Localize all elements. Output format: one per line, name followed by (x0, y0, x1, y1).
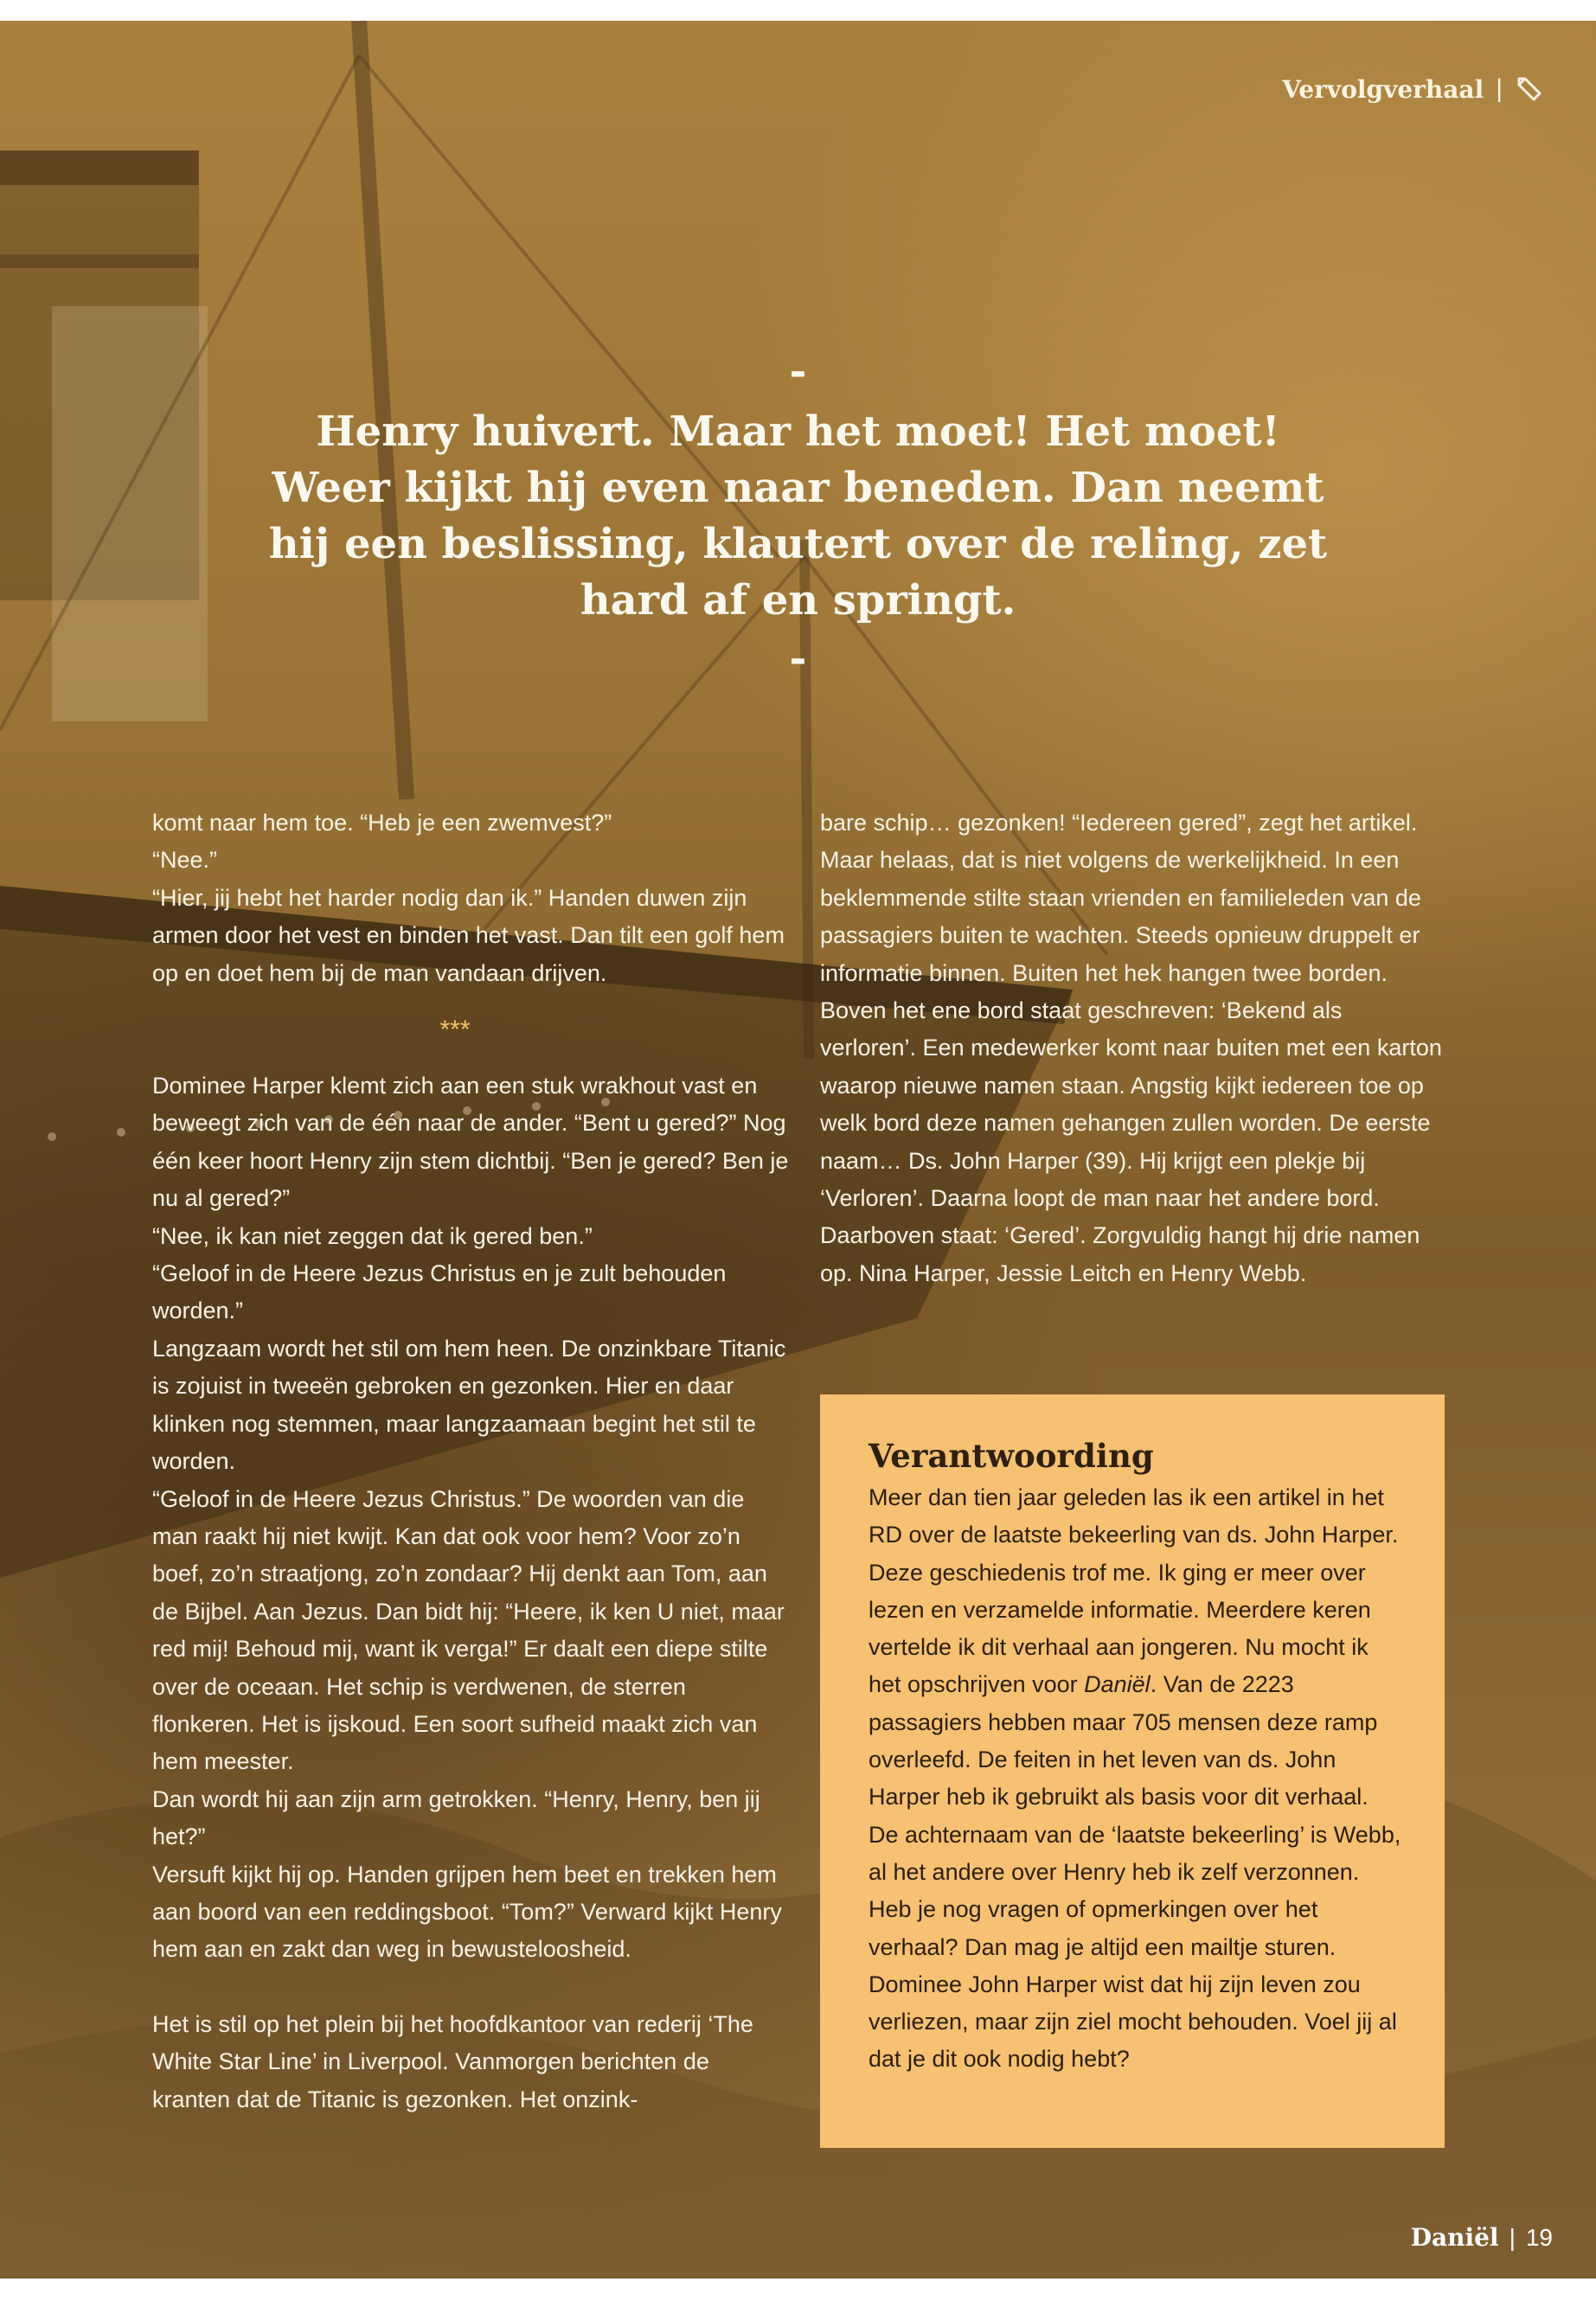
paragraph: “Geloof in de Heere Jezus Christus.” De woorden van die man raakt hij niet kwijt. Kan dat ook voor hem? Voor zo’n boef, zo’n straatjong, zo’n zondaar? Hij denkt aan Tom, aan de Bijbel. Aan Jezus. Dan bidt hij: “Heere, ik ken U niet, maar red mij! Behoud mij, want ik verga!” Er daalt een diepe stilte over de oceaan. Het schip is verdwenen, de sterren flonkeren. Het is ijskoud. Een soort sufheid maakt zich van hem meester. (152, 1485, 785, 1775)
pull-quote (260, 347, 1336, 683)
right-column (820, 804, 1443, 1292)
magazine-name: Daniël (1084, 1671, 1151, 1698)
pencil-icon (1515, 74, 1544, 104)
paragraph: Dominee Harper klemt zich aan een stuk wrakhout vast en beweegt zich van de één naar de ander. “Bent u gered?” Nog één keer hoort Henry zijn stem dichtbij. “Ben je gered? Ben je nu al gered?” (152, 1073, 789, 1212)
left-column (152, 804, 792, 2118)
sidebar-title: Verantwoording (869, 1437, 1154, 1475)
paragraph: “Nee.” (152, 847, 218, 874)
paragraph-gap (152, 1969, 792, 2006)
paragraph: “Nee, ik kan niet zeggen dat ik gered ben.” (152, 1222, 593, 1249)
sidebar-text (869, 1479, 1403, 2079)
paragraph: “Geloof in de Heere Jezus Christus en je zult behouden worden.” (152, 1260, 727, 1324)
running-head-separator: | (1496, 74, 1503, 103)
paragraph: Dan wordt hij aan zijn arm getrokken. “Henry, Henry, ben jij het?” (152, 1785, 760, 1850)
paragraph: Versuft kijkt hij op. Handen grijpen hem beet en trekken hem aan boord van een reddingsboot. “Tom?” Verward kijkt Henry hem aan en zakt dan weg in bewusteloosheid. (152, 1861, 782, 1963)
paragraph: Het is stil op het plein bij het hoofdkantoor van rederij ‘The White Star Line’ in Liverpool. Vanmorgen berichten de kranten dat de Titanic is gezonken. Het onzink- (152, 2010, 753, 2112)
folio (1411, 2223, 1553, 2252)
page-number: 19 (1525, 2224, 1553, 2251)
running-head (1282, 74, 1544, 104)
sidebar-text-part: Meer dan tien jaar geleden las ik een artikel in het RD over de laatste bekeerling van ds. John Harper. Deze geschiedenis trof me. Ik ging er meer over lezen en verzamelde informatie. Meerdere keren vertelde ik dit verhaal aan jongeren. Nu mocht ik het opschrijven voor (869, 1484, 1399, 1698)
pull-quote-dash-top: - (789, 347, 807, 395)
folio-separator: | (1509, 2224, 1516, 2251)
paragraph: Langzaam wordt het stil om hem heen. De onzinkbare Titanic is zojuist in tweeën gebroken en gezonken. Hier en daar klinken nog stemmen, maar langzaamaan begint het stil te worden. (152, 1335, 786, 1475)
magazine-page (0, 21, 1596, 2279)
magazine-title: Daniël (1410, 2223, 1499, 2252)
paragraph: bare schip… gezonken! “Iedereen gered”, zegt het artikel. Maar helaas, dat is niet volgens de werkelijkheid. In een beklemmende stilte staan vrienden en familieleden van de passagiers buiten te wachten. Steeds opnieuw druppelt er informatie binnen. Buiten het hek hangen twee borden. Boven het ene bord staat geschreven: ‘Bekend als verloren’. Een medewerker komt naar buiten met een karton waarop nieuwe namen staan. Angstig kijkt iedereen toe op welk bord deze namen gehangen zullen worden. De eerste naam… Ds. John Harper (39). Hij krijgt een plekje bij ‘Verloren’. Daarna loopt de man naar het andere bord. Daarboven staat: ‘Gered’. Zorgvuldig hangt hij drie namen op. Nina Harper, Jessie Leitch en Henry Webb. (820, 810, 1442, 1286)
section-title: Vervolgverhaal (1282, 74, 1484, 104)
section-separator: *** (439, 1016, 471, 1045)
sidebar-text-part: . Van de 2223 passagiers hebben maar 705 mensen deze ramp overleefd. De feiten in het leven van ds. John Harper heb ik gebruikt als basis voor dit verhaal. De achternaam van de ‘laatste bekeerling’ is Webb, al het andere over Henry heb ik zelf verzonnen. Heb je nog vragen of opmerkingen over het verhaal? Dan mag je altijd een mailtje sturen. Dominee John Harper wist dat hij zijn leven zou verliezen, maar zijn ziel mocht behouden. Voel jij al dat je dit ook nodig hebt? (869, 1671, 1401, 2073)
pull-quote-dash-bottom: - (789, 634, 807, 683)
paragraph: komt naar hem toe. “Heb je een zwemvest?” (152, 810, 612, 836)
pull-quote-text: Henry huivert. Maar het moet! Het moet! Weer kijkt hij even naar beneden. Dan neemt hij een beslissing, klautert over de reling, zet hard af en springt. (268, 407, 1328, 625)
verantwoording-box (820, 1394, 1445, 2148)
paragraph: “Hier, jij hebt het harder nodig dan ik.” Handen duwen zijn armen door het vest en binden het vast. Dan tilt een golf hem op en doet hem bij de man vandaan drijven. (152, 884, 785, 986)
